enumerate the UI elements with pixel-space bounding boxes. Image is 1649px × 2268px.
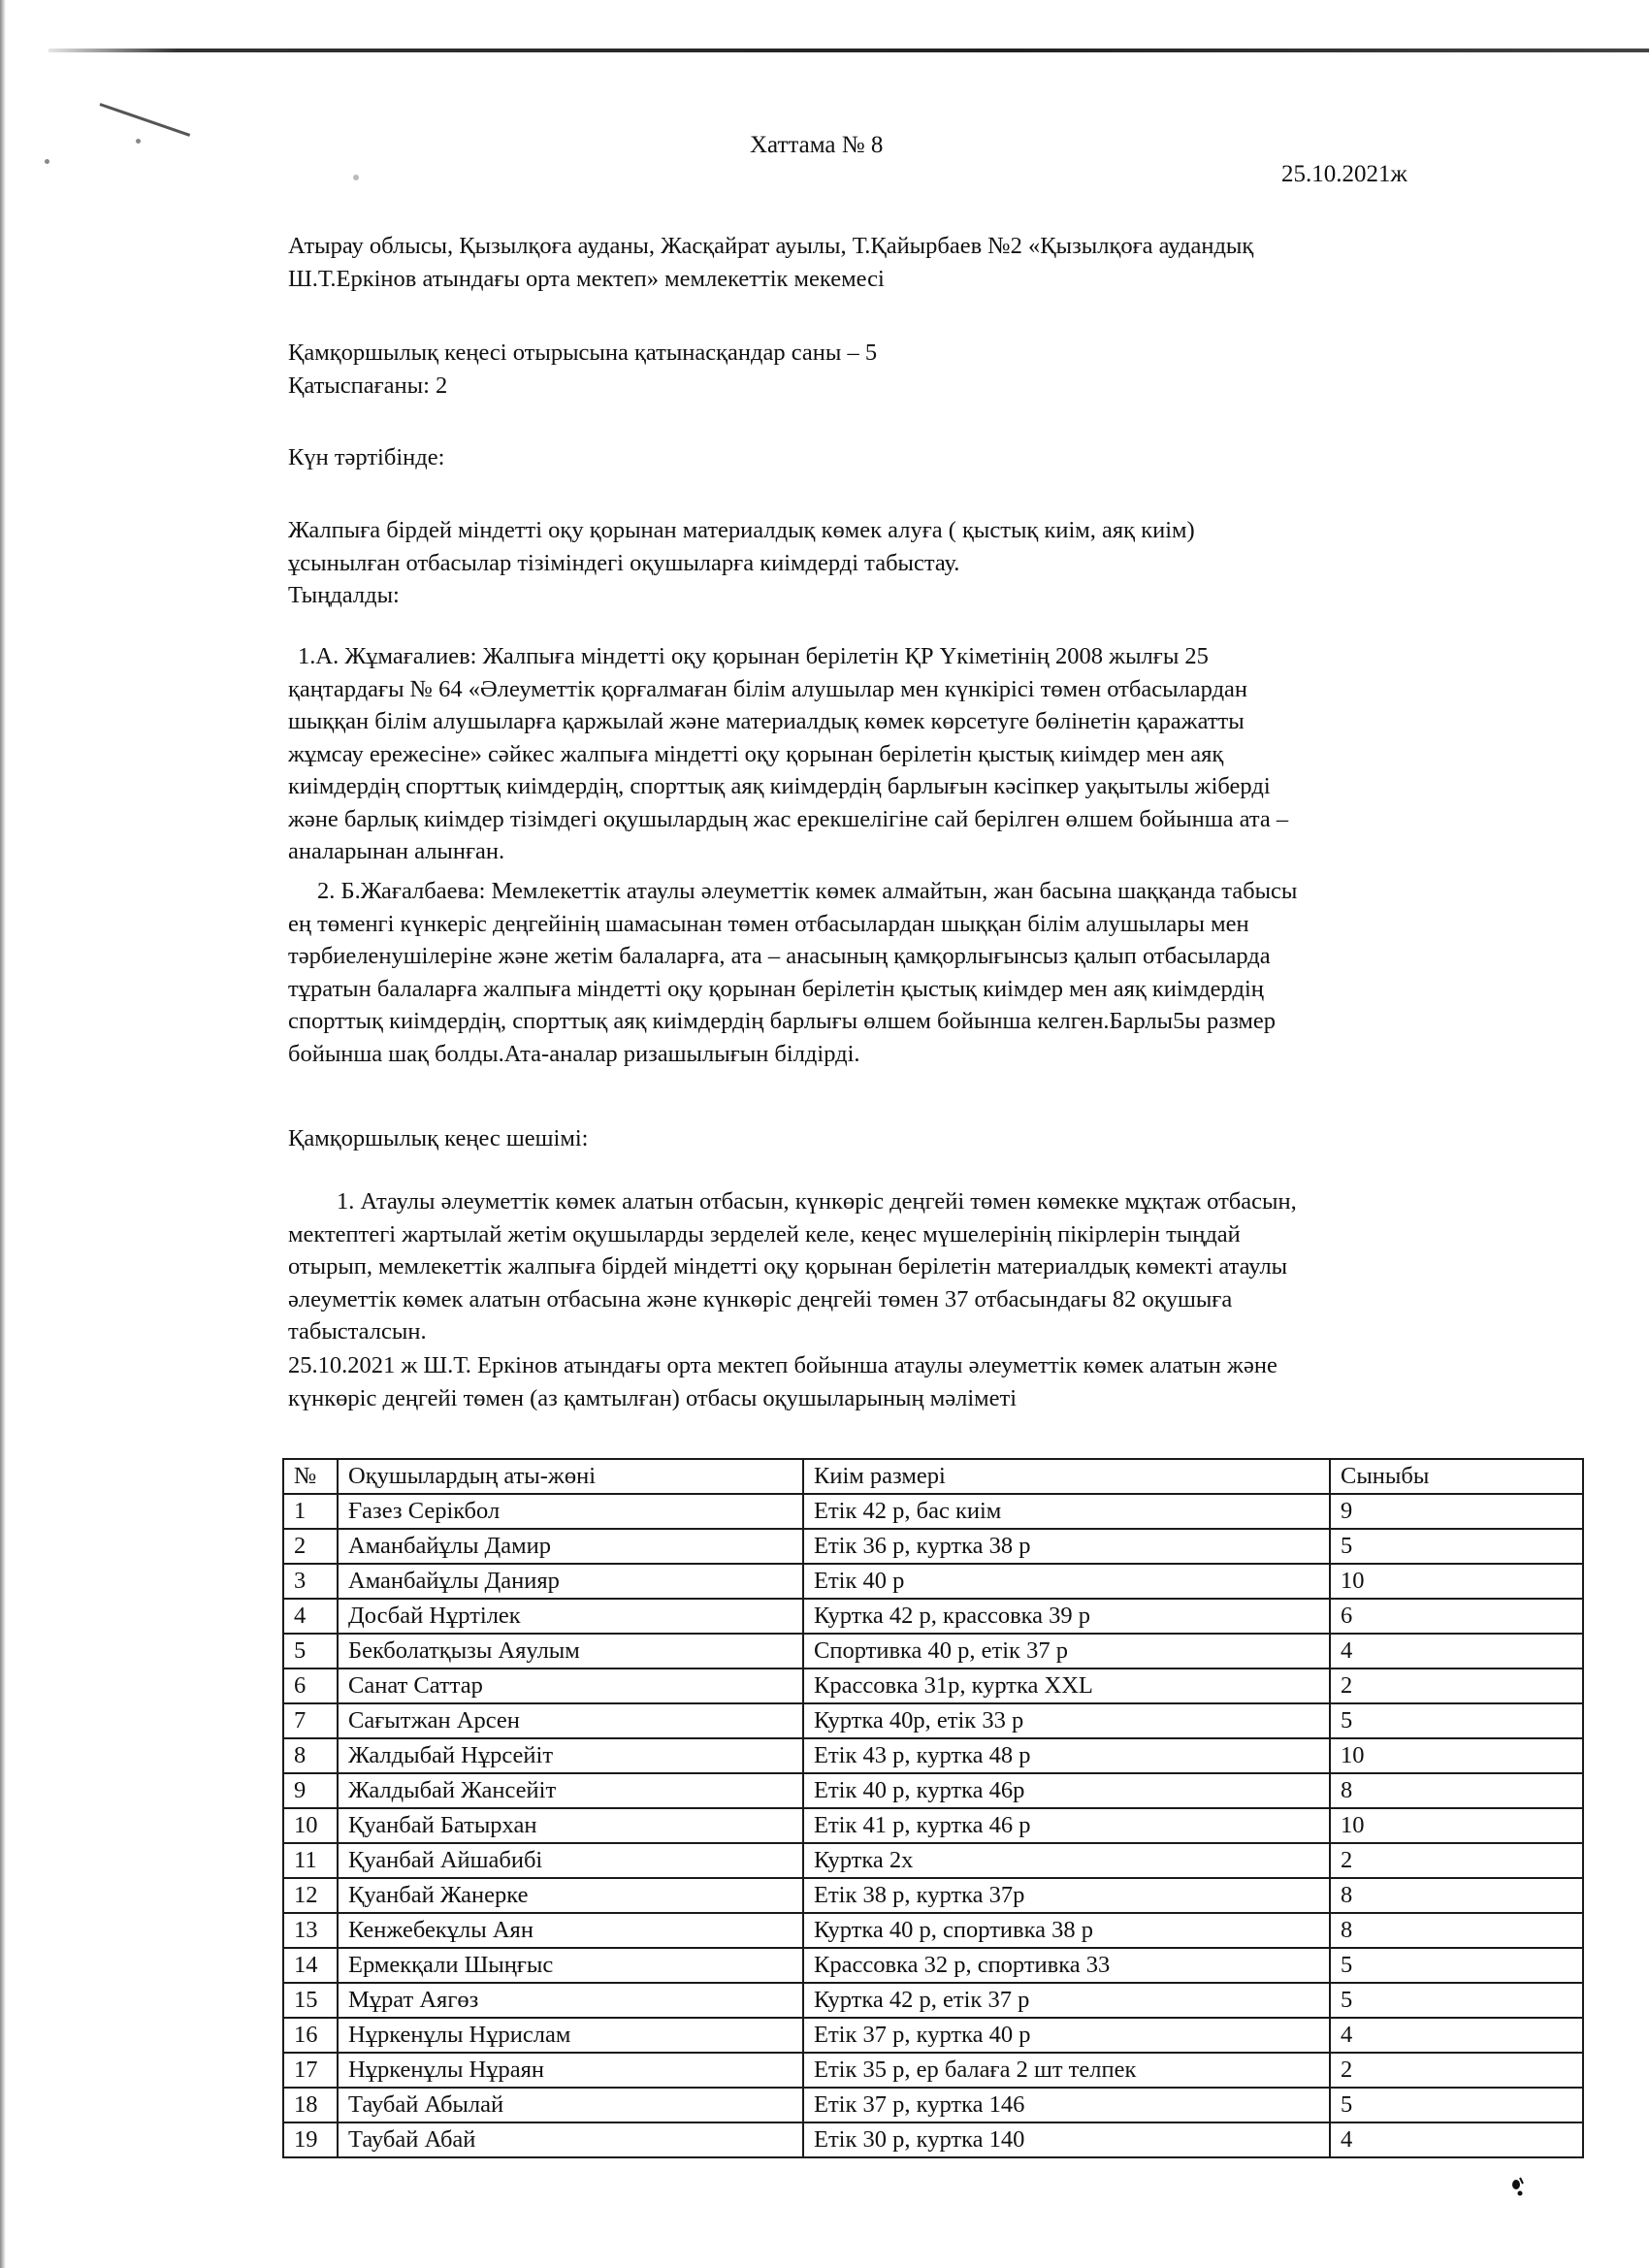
cell-clothing-size: Етік 35 р, ер балаға 2 шт телпек xyxy=(803,2053,1330,2088)
cell-grade: 8 xyxy=(1330,1773,1583,1808)
text-line: Атырау облысы, Қызылқоға ауданы, Жасқайрат ауылы, Т.Қайырбаев №2 «Қызылқоға аудандық xyxy=(288,233,1254,259)
text-line: Ш.Т.Еркінов атындағы орта мектеп» мемлекеттік мекемесі xyxy=(288,265,885,292)
cell-student-name: Досбай Нұртілек xyxy=(338,1599,803,1634)
cell-grade: 8 xyxy=(1330,1878,1583,1913)
cell-number: 4 xyxy=(283,1599,338,1634)
decision-text xyxy=(288,1185,1297,1348)
speaker-1-statement xyxy=(288,640,1288,868)
cell-student-name: Аманбайұлы Дамир xyxy=(338,1529,803,1564)
scan-speck xyxy=(45,159,49,164)
cell-clothing-size: Крассовка 31р, куртка XXL xyxy=(803,1669,1330,1703)
institution-name xyxy=(288,230,1253,295)
cell-clothing-size: Куртка 40р, етік 33 р xyxy=(803,1703,1330,1738)
document-date: 25.10.2021ж xyxy=(1281,161,1407,187)
cell-student-name: Бекболатқызы Аяулым xyxy=(338,1634,803,1669)
cell-number: 6 xyxy=(283,1669,338,1703)
cell-clothing-size: Етік 40 р, куртка 46р xyxy=(803,1773,1330,1808)
attendance-absent: Қатыспағаны: 2 xyxy=(288,372,448,399)
text-line: тұратын балаларға жалпыға міндетті оқу қорынан берілетін қыстық киімдер мен аяқ киімдердің xyxy=(288,975,1264,1002)
scan-scratch-mark xyxy=(100,103,191,137)
cell-clothing-size: Крассовка 32 р, спортивка 33 xyxy=(803,1948,1330,1983)
table-row xyxy=(283,1808,1583,1843)
table-row xyxy=(283,2018,1583,2053)
text-line: 2. Б.Жағалбаева: Мемлекеттік атаулы әлеуметтік көмек алмайтын, жан басына шаққанда табысы xyxy=(317,878,1298,904)
cell-clothing-size: Куртка 42 р, крассовка 39 р xyxy=(803,1599,1330,1634)
text-line: әлеуметтік көмек алатын отбасына және күнкөріс деңгейі төмен 37 отбасындағы 82 оқушыға xyxy=(288,1285,1233,1312)
students-table xyxy=(282,1458,1584,2158)
cell-student-name: Аманбайұлы Данияр xyxy=(338,1564,803,1599)
cell-number: 3 xyxy=(283,1564,338,1599)
cell-number: 17 xyxy=(283,2053,338,2088)
cell-grade: 10 xyxy=(1330,1738,1583,1773)
document-title: Хаттама № 8 xyxy=(750,132,884,158)
cell-clothing-size: Етік 43 р, куртка 48 р xyxy=(803,1738,1330,1773)
table-row xyxy=(283,1564,1583,1599)
cell-clothing-size: Спортивка 40 р, етік 37 р xyxy=(803,1634,1330,1669)
text-line: 1.А. Жұмағалиев: Жалпыға міндетті оқу қорынан берілетін ҚР Үкіметінің 2008 жылғы 25 xyxy=(298,643,1209,669)
ink-blot-mark xyxy=(1511,2176,1525,2197)
header-number: № xyxy=(283,1459,338,1494)
cell-student-name: Қуанбай Жанерке xyxy=(338,1878,803,1913)
table-header-row xyxy=(283,1459,1583,1494)
table-row xyxy=(283,2053,1583,2088)
cell-clothing-size: Етік 37 р, куртка 40 р xyxy=(803,2018,1330,2053)
text-line: 1. Атаулы әлеуметтік көмек алатын отбасын, күнкөріс деңгейі төмен көмекке мұқтаж отбасын, xyxy=(337,1188,1297,1215)
cell-number: 7 xyxy=(283,1703,338,1738)
text-line: күнкөріс деңгейі төмен (аз қамтылған) отбасы оқушыларының мәліметі xyxy=(288,1384,1018,1411)
cell-number: 2 xyxy=(283,1529,338,1564)
cell-grade: 2 xyxy=(1330,2053,1583,2088)
table-row xyxy=(283,2088,1583,2122)
table-caption xyxy=(288,1349,1277,1414)
cell-grade: 9 xyxy=(1330,1494,1583,1529)
scan-speck xyxy=(136,139,141,144)
agenda-text xyxy=(288,514,1195,612)
text-line: киімдердің спорттық киімдердің, спорттық аяқ киімдердің барлығын кәсіпкер уақытылы жіберді xyxy=(288,773,1271,799)
cell-number: 16 xyxy=(283,2018,338,2053)
cell-grade: 5 xyxy=(1330,2088,1583,2122)
cell-number: 5 xyxy=(283,1634,338,1669)
table-row xyxy=(283,1773,1583,1808)
cell-number: 11 xyxy=(283,1843,338,1878)
table-row xyxy=(283,1703,1583,1738)
header-student-name: Оқушылардың аты-жөні xyxy=(338,1459,803,1494)
cell-grade: 5 xyxy=(1330,1703,1583,1738)
cell-student-name: Жалдыбай Нұрсейіт xyxy=(338,1738,803,1773)
cell-student-name: Қуанбай Айшабибі xyxy=(338,1843,803,1878)
text-line: Жалпыға бірдей міндетті оқу қорынан материалдық көмек алуға ( қыстық киім, аяқ киім) xyxy=(288,517,1195,543)
table-row xyxy=(283,1738,1583,1773)
attendance xyxy=(288,337,877,402)
text-line: жұмсау ережесіне» сәйкес жалпыға міндетті оқу қорынан берілетін қыстық киімдер мен аяқ xyxy=(288,740,1224,767)
cell-grade: 10 xyxy=(1330,1564,1583,1599)
cell-student-name: Жалдыбай Жансейіт xyxy=(338,1773,803,1808)
cell-number: 1 xyxy=(283,1494,338,1529)
cell-grade: 5 xyxy=(1330,1948,1583,1983)
table-row xyxy=(283,1494,1583,1529)
cell-grade: 2 xyxy=(1330,1669,1583,1703)
cell-grade: 6 xyxy=(1330,1599,1583,1634)
table-row xyxy=(283,1634,1583,1669)
text-line: бойынша шақ болды.Ата-аналар ризашылығын білдірді. xyxy=(288,1040,860,1067)
cell-clothing-size: Куртка 2х xyxy=(803,1843,1330,1878)
cell-student-name: Ғазез Серікбол xyxy=(338,1494,803,1529)
text-line: шыққан білім алушыларға қаржылай және материалдық көмек көрсетуге бөлінетін қаражатты xyxy=(288,708,1245,734)
cell-number: 9 xyxy=(283,1773,338,1808)
scan-speck xyxy=(353,175,359,180)
table-row xyxy=(283,1948,1583,1983)
text-line: спорттық киімдердің, спорттық аяқ киімдердің барлығы өлшем бойынша келген.Барлы5ы размер xyxy=(288,1008,1277,1034)
heard-label: Тыңдалды: xyxy=(288,582,400,608)
cell-grade: 5 xyxy=(1330,1983,1583,2018)
cell-number: 8 xyxy=(283,1738,338,1773)
cell-grade: 2 xyxy=(1330,1843,1583,1878)
cell-number: 12 xyxy=(283,1878,338,1913)
cell-clothing-size: Етік 36 р, куртка 38 р xyxy=(803,1529,1330,1564)
table-row xyxy=(283,1599,1583,1634)
cell-number: 19 xyxy=(283,2122,338,2157)
cell-clothing-size: Етік 41 р, куртка 46 р xyxy=(803,1808,1330,1843)
header-clothing-size: Киім размері xyxy=(803,1459,1330,1494)
cell-grade: 4 xyxy=(1330,2122,1583,2157)
cell-grade: 8 xyxy=(1330,1913,1583,1948)
table-row xyxy=(283,1913,1583,1948)
cell-clothing-size: Куртка 42 р, етік 37 р xyxy=(803,1983,1330,2018)
cell-grade: 4 xyxy=(1330,2018,1583,2053)
cell-number: 13 xyxy=(283,1913,338,1948)
cell-student-name: Кенжебекұлы Аян xyxy=(338,1913,803,1948)
cell-clothing-size: Етік 40 р xyxy=(803,1564,1330,1599)
cell-clothing-size: Етік 37 р, куртка 146 xyxy=(803,2088,1330,2122)
cell-number: 14 xyxy=(283,1948,338,1983)
table-row xyxy=(283,2122,1583,2157)
cell-student-name: Таубай Абылай xyxy=(338,2088,803,2122)
cell-clothing-size: Етік 42 р, бас киім xyxy=(803,1494,1330,1529)
cell-grade: 10 xyxy=(1330,1808,1583,1843)
cell-number: 15 xyxy=(283,1983,338,2018)
cell-number: 10 xyxy=(283,1808,338,1843)
cell-student-name: Таубай Абай xyxy=(338,2122,803,2157)
cell-clothing-size: Етік 30 р, куртка 140 xyxy=(803,2122,1330,2157)
scan-edge-shadow xyxy=(0,0,6,2268)
cell-student-name: Нұркенұлы Нұрислам xyxy=(338,2018,803,2053)
text-line: және барлық киімдер тізімдегі оқушылардың жас ерекшелігіне сай берілген өлшем бойынша ата – xyxy=(288,805,1289,832)
cell-student-name: Мұрат Аягөз xyxy=(338,1983,803,2018)
attendance-present: Қамқоршылық кеңесі отырысына қатынасқандар саны – 5 xyxy=(288,340,878,366)
text-line: ұсынылған отбасылар тізіміндегі оқушыларға киімдерді табыстау. xyxy=(288,549,960,576)
table-row xyxy=(283,1878,1583,1913)
text-line: ең төменгі күнкеріс деңгейінің шамасынан төмен отбасылардан шыққан білім алушылары мен xyxy=(288,910,1249,937)
speaker-2-statement xyxy=(288,875,1297,1070)
cell-student-name: Сағытжан Арсен xyxy=(338,1703,803,1738)
cell-clothing-size: Етік 38 р, куртка 37р xyxy=(803,1878,1330,1913)
cell-grade: 4 xyxy=(1330,1634,1583,1669)
cell-student-name: Санат Саттар xyxy=(338,1669,803,1703)
text-line: табысталсын. xyxy=(288,1318,427,1345)
header-grade: Сыныбы xyxy=(1330,1459,1583,1494)
text-line: 25.10.2021 ж Ш.Т. Еркінов атындағы орта мектеп бойынша атаулы әлеуметтік көмек алатын және xyxy=(288,1352,1277,1378)
table-row xyxy=(283,1843,1583,1878)
text-line: мектептегі жартылай жетім оқушыларды зерделей келе, кеңес мүшелерінің пікірлерін тыңдай xyxy=(288,1220,1241,1247)
cell-student-name: Қуанбай Батырхан xyxy=(338,1808,803,1843)
cell-clothing-size: Куртка 40 р, спортивка 38 р xyxy=(803,1913,1330,1948)
table-row xyxy=(283,1669,1583,1703)
cell-student-name: Ермекқали Шыңғыс xyxy=(338,1948,803,1983)
cell-number: 18 xyxy=(283,2088,338,2122)
table-row xyxy=(283,1983,1583,2018)
text-line: отырып, мемлекеттік жалпыға бірдей міндетті оқу қорынан берілетін материалдық көмекті атаулы xyxy=(288,1253,1288,1280)
agenda-label: Күн тәртібінде: xyxy=(288,444,445,470)
cell-grade: 5 xyxy=(1330,1529,1583,1564)
table-row xyxy=(283,1529,1583,1564)
text-line: қаңтардағы № 64 «Әлеуметтік қорғалмаған білім алушылар мен күнкірісі төмен отбасылардан xyxy=(288,675,1248,702)
text-line: тәрбиеленушілеріне және жетім балаларға, ата – анасының қамқорлығынсыз қалып отбасыларда xyxy=(288,943,1271,969)
decision-label: Қамқоршылық кеңес шешімі: xyxy=(288,1125,589,1151)
page-top-border xyxy=(48,49,1649,52)
cell-student-name: Нұркенұлы Нұраян xyxy=(338,2053,803,2088)
text-line: аналарынан алынған. xyxy=(288,838,505,864)
